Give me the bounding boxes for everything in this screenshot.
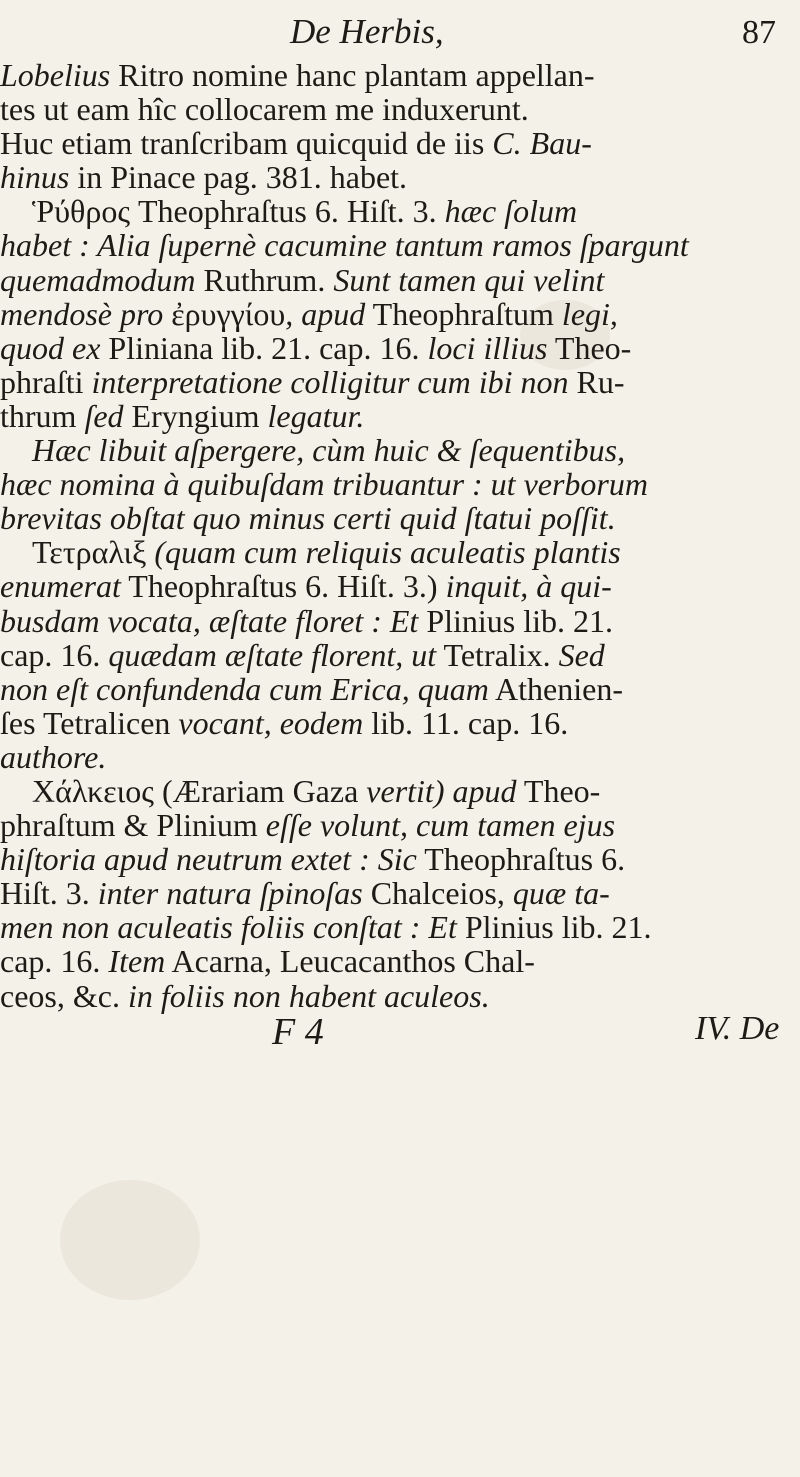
roman-text: ἐρυγγίου — [171, 295, 286, 332]
roman-text: tes ut eam hîc collocarem me induxerunt. — [0, 91, 529, 128]
text-line — [0, 228, 800, 262]
italic-text: busdam vocata, æſtate floret : — [0, 602, 382, 639]
roman-text: Τετραλιξ — [32, 534, 147, 571]
roman-text: (Ærariam Gaza — [153, 772, 367, 809]
italic-text: ſed — [84, 397, 124, 434]
italic-text: Sunt tamen qui velint — [333, 261, 605, 298]
italic-text: , apud — [285, 295, 366, 332]
italic-text: men non aculeatis foliis conſtat : Et — [0, 909, 457, 946]
roman-text: Ritro nomine hanc plantam appellan- — [110, 57, 595, 93]
italic-text: Hæc libuit aſpergere, cùm huic & ſequentibus, — [32, 432, 626, 469]
text-line — [0, 638, 800, 672]
roman-text: thrum — [0, 397, 85, 434]
text-line — [0, 706, 800, 740]
italic-text: mendosè pro — [0, 295, 172, 332]
roman-text: Ῥύθρος — [32, 193, 130, 230]
roman-text: cap. 16. — [0, 943, 109, 980]
roman-text: Eryngium — [123, 397, 268, 434]
roman-text: Acarna, Leucacanthos Chal- — [165, 943, 535, 980]
italic-text: hiſtoria apud neutrum extet : Sic — [0, 841, 417, 878]
italic-text: Item — [108, 943, 166, 980]
text-line — [0, 740, 800, 774]
roman-text: Plinius lib. 21. — [456, 909, 652, 946]
text-line — [0, 92, 800, 126]
roman-text: Huc etiam tranſcribam quicquid de iis — [0, 125, 493, 162]
italic-text: (quam cum reliquis aculeatis plantis — [146, 534, 621, 571]
italic-text: hinus — [0, 159, 70, 196]
text-line — [0, 58, 800, 92]
text-line — [0, 126, 800, 160]
italic-text: quod ex — [0, 329, 101, 366]
roman-text: cap. 16. — [0, 636, 109, 673]
roman-text: Theophraſtus 6. Hiſt. 3. — [130, 193, 445, 230]
roman-text: lib. 11. cap. 16. — [363, 704, 569, 741]
italic-text: authore. — [0, 738, 107, 775]
text-line — [0, 979, 800, 1013]
italic-text: brevitas obſtat quo minus certi quid ſtatui poſſit. — [0, 500, 616, 537]
roman-text: Tetralix. — [436, 636, 559, 673]
roman-text: Pliniana lib. 21. cap. 16. — [100, 329, 428, 366]
italic-text: enumerat — [0, 568, 121, 605]
roman-text: Theophraſtus 6. — [416, 841, 626, 878]
catchword: IV. De — [695, 1010, 780, 1047]
page-number: 87 — [742, 14, 776, 51]
roman-text: Ruthrum. — [195, 261, 334, 298]
text-line — [0, 365, 800, 399]
italic-text: C. Bau- — [492, 125, 592, 162]
text-line — [0, 604, 800, 638]
roman-text: Hiſt. 3. — [0, 875, 98, 912]
italic-text: Et — [389, 602, 419, 639]
text-line — [0, 160, 800, 194]
roman-text: Theo- — [547, 329, 632, 366]
roman-text: Ru- — [568, 363, 625, 400]
italic-text: legi, — [561, 295, 618, 332]
italic-text: hæc ſolum — [444, 193, 578, 230]
roman-text: Theo- — [516, 772, 601, 809]
roman-text: phraſtum & Plinium — [0, 807, 266, 844]
text-line — [0, 569, 800, 603]
text-line — [0, 535, 800, 569]
roman-text: Plinius lib. 21. — [418, 602, 614, 639]
text-line — [0, 263, 800, 297]
paper-stain — [60, 1180, 200, 1300]
text-line — [0, 944, 800, 978]
text-line — [0, 297, 800, 331]
italic-text: quemadmodum — [0, 261, 196, 298]
text-line — [0, 331, 800, 365]
text-line — [0, 910, 800, 944]
text-line — [0, 876, 800, 910]
italic-text: Lobelius — [0, 57, 111, 93]
italic-text: loci illius — [427, 329, 548, 366]
page-header — [0, 12, 800, 58]
text-line — [0, 774, 800, 808]
italic-text: non eſt confundenda cum Erica, quam — [0, 670, 489, 707]
italic-text: vocant, eodem — [178, 704, 364, 741]
italic-text: habet : Alia ſupernè cacumine tantum ramos ſpargunt — [0, 227, 689, 264]
roman-text: phraſti — [0, 363, 92, 400]
roman-text: Theophraſtus 6. Hiſt. 3.) — [120, 568, 446, 605]
text-line — [0, 672, 800, 706]
roman-text: in Pinace pag. 381. habet. — [69, 159, 408, 196]
text-line — [0, 467, 800, 501]
italic-text: Sed — [558, 636, 605, 673]
roman-text: ſes Tetralicen — [0, 704, 179, 741]
roman-text: Theophraſtum — [365, 295, 562, 332]
running-title: De Herbis, — [290, 12, 444, 51]
italic-text: legatur. — [267, 397, 365, 434]
page-footer — [0, 1010, 800, 1070]
italic-text: inquit, à qui- — [445, 568, 612, 605]
italic-text: interpretatione colligitur cum ibi non — [91, 363, 569, 400]
roman-text: Athenien- — [488, 670, 623, 707]
italic-text: hæc nomina à quibuſdam tribuantur : ut verborum — [0, 466, 648, 503]
roman-text: Χάλκειος — [32, 772, 154, 809]
italic-text: eſſe volunt, cum tamen ejus — [265, 807, 616, 844]
text-line — [0, 399, 800, 433]
roman-text: ceos, &c. — [0, 977, 128, 1014]
body-text — [0, 58, 800, 1013]
italic-text: in foliis non habent aculeos. — [127, 977, 490, 1014]
italic-text: quædam æſtate florent, ut — [108, 636, 437, 673]
text-line — [0, 808, 800, 842]
roman-text: Chalceios, — [362, 875, 513, 912]
signature-mark: F 4 — [272, 1011, 324, 1053]
text-line — [0, 194, 800, 228]
italic-text: quæ ta- — [512, 875, 610, 912]
roman-text — [382, 603, 390, 639]
text-line — [0, 501, 800, 535]
italic-text: vertit) apud — [366, 772, 517, 809]
text-line — [0, 842, 800, 876]
text-line — [0, 433, 800, 467]
italic-text: inter natura ſpinoſas — [97, 875, 363, 912]
